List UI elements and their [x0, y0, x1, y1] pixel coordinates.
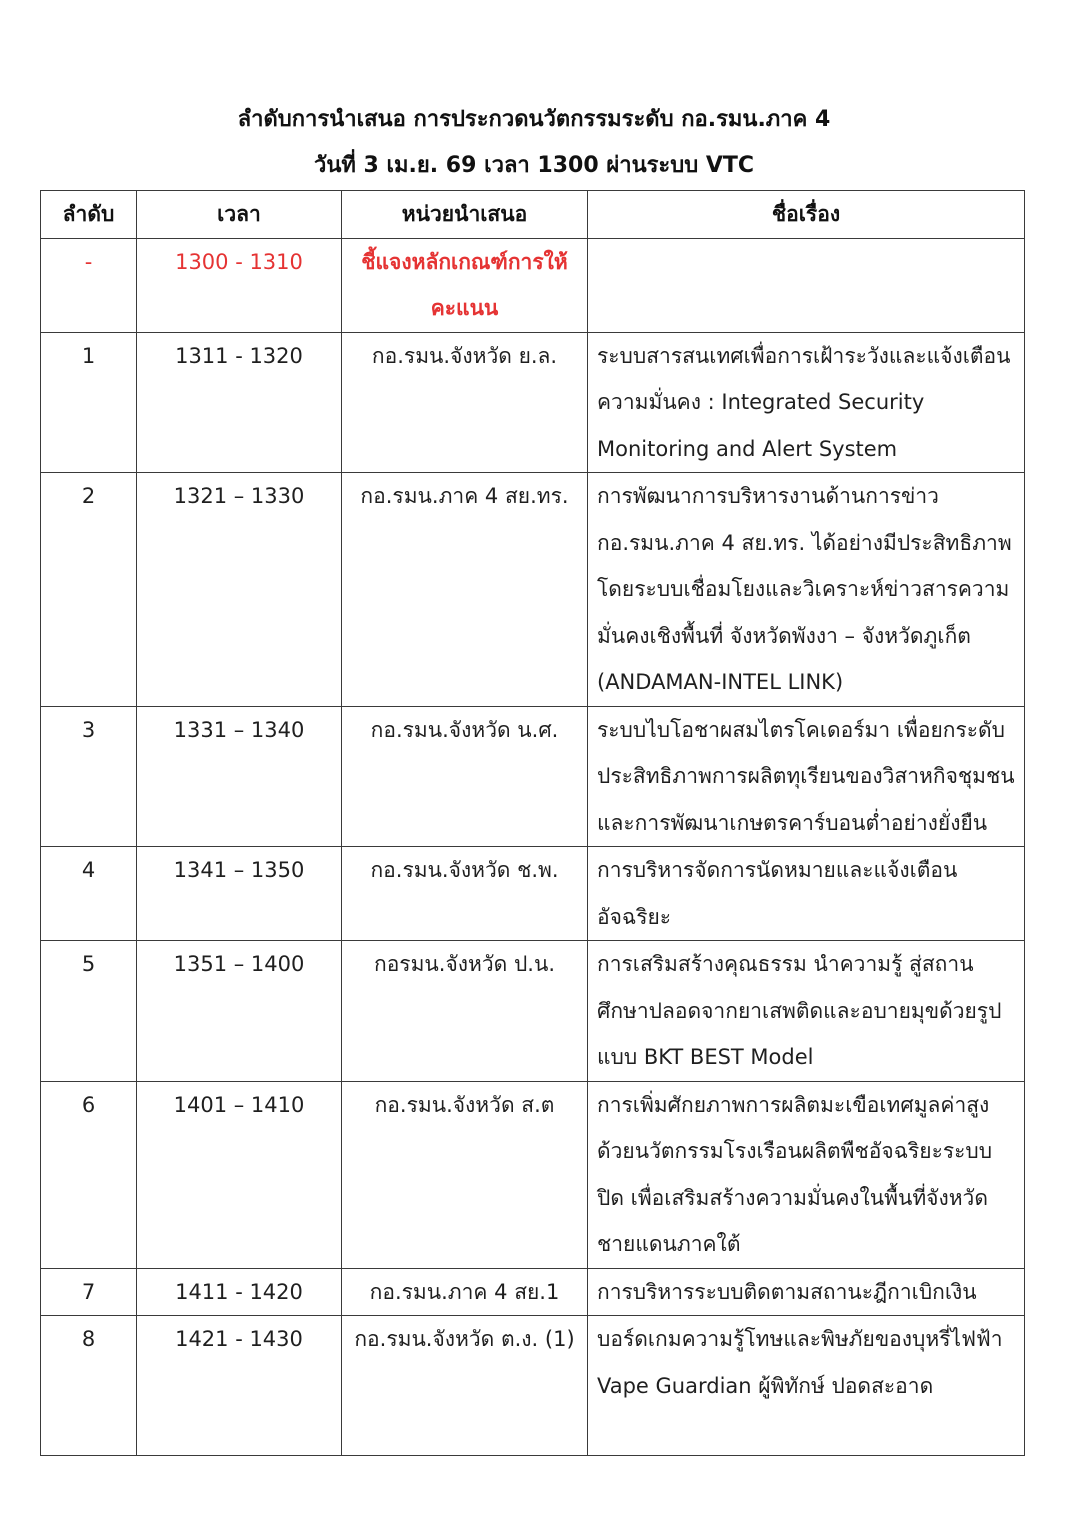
row-seq: 8 — [41, 1316, 137, 1456]
row-time: 1300 - 1310 — [137, 238, 342, 332]
row-time: 1311 - 1320 — [137, 332, 342, 473]
table-row — [41, 332, 1025, 473]
row-time: 1411 - 1420 — [137, 1268, 342, 1316]
row-unit: กอ.รมน.ภาค 4 สย.1 — [342, 1268, 588, 1316]
presentation-schedule-table — [40, 190, 1025, 1456]
header-seq: ลำดับ — [41, 191, 137, 239]
row-topic: การบริหารจัดการนัดหมายและแจ้งเตือนอัจฉริยะ — [588, 847, 1025, 941]
row-topic — [588, 238, 1025, 332]
row-unit: กอ.รมน.จังหวัด น.ศ. — [342, 706, 588, 847]
table-row — [41, 473, 1025, 707]
row-topic: การบริหารระบบติดตามสถานะฎีกาเบิกเงิน — [588, 1268, 1025, 1316]
document-title: ลำดับการนำเสนอ การประกวดนวัตกรรมระดับ กอ.รมน.ภาค 4 — [237, 107, 831, 132]
header-unit: หน่วยนำเสนอ — [342, 191, 588, 239]
row-seq: 2 — [41, 473, 137, 707]
row-time: 1341 – 1350 — [137, 847, 342, 941]
document-subtitle: วันที่ 3 เม.ย. 69 เวลา 1300 ผ่านระบบ VTC — [313, 153, 755, 178]
table-row — [41, 1081, 1025, 1268]
row-topic: บอร์ดเกมความรู้โทษและพิษภัยของบุหรี่ไฟฟ้า Vape Guardian ผู้พิทักษ์ ปอดสะอาด — [588, 1316, 1025, 1456]
row-topic: การเสริมสร้างคุณธรรม นำความรู้ สู่สถานศึกษาปลอดจากยาเสพติดและอบายมุขด้วยรูปแบบ BKT BEST Model — [588, 941, 1025, 1082]
table-row — [41, 847, 1025, 941]
table-row — [41, 706, 1025, 847]
row-unit: กอ.รมน.จังหวัด ย.ล. — [342, 332, 588, 473]
table-row — [41, 941, 1025, 1082]
header-topic: ชื่อเรื่อง — [588, 191, 1025, 239]
row-topic: ระบบไบโอชาผสมไตรโคเดอร์มา เพื่อยกระดับประสิทธิภาพการผลิตทุเรียนของวิสาหกิจชุมชนและการพัฒนาเกษตรคาร์บอนต่ำอย่างยั่งยืน — [588, 706, 1025, 847]
row-time: 1351 – 1400 — [137, 941, 342, 1082]
table-row — [41, 1268, 1025, 1316]
row-seq: 5 — [41, 941, 137, 1082]
row-topic: ระบบสารสนเทศเพื่อการเฝ้าระวังและแจ้งเตือนความมั่นคง : Integrated Security Monitoring and Alert System — [588, 332, 1025, 473]
table-row — [41, 1316, 1025, 1456]
table-row-briefing — [41, 238, 1025, 332]
row-time: 1421 - 1430 — [137, 1316, 342, 1456]
row-unit: กอ.รมน.ภาค 4 สย.ทร. — [342, 473, 588, 707]
row-seq: 7 — [41, 1268, 137, 1316]
row-seq: 3 — [41, 706, 137, 847]
row-topic: การพัฒนาการบริหารงานด้านการข่าว กอ.รมน.ภาค 4 สย.ทร. ได้อย่างมีประสิทธิภาพ โดยระบบเชื่อมโยงและวิเคราะห์ข่าวสารความมั่นคงเชิงพื้นที่ จังหวัดพังงา – จังหวัดภูเก็ต (ANDAMAN-INTEL LINK) — [588, 473, 1025, 707]
row-unit: ชี้แจงหลักเกณฑ์การให้คะแนน — [342, 238, 588, 332]
row-seq: 1 — [41, 332, 137, 473]
row-time: 1331 – 1340 — [137, 706, 342, 847]
header-time: เวลา — [137, 191, 342, 239]
row-seq: - — [41, 238, 137, 332]
row-unit: กอ.รมน.จังหวัด ช.พ. — [342, 847, 588, 941]
row-unit: กอรมน.จังหวัด ป.น. — [342, 941, 588, 1082]
row-unit: กอ.รมน.จังหวัด ส.ต — [342, 1081, 588, 1268]
row-time: 1401 – 1410 — [137, 1081, 342, 1268]
table-header-row — [41, 191, 1025, 239]
row-time: 1321 – 1330 — [137, 473, 342, 707]
row-seq: 4 — [41, 847, 137, 941]
row-seq: 6 — [41, 1081, 137, 1268]
row-unit: กอ.รมน.จังหวัด ต.ง. (1) — [342, 1316, 588, 1456]
row-topic: การเพิ่มศักยภาพการผลิตมะเขือเทศมูลค่าสูงด้วยนวัตกรรมโรงเรือนผลิตพืชอัจฉริยะระบบปิด เพื่อเสริมสร้างความมั่นคงในพื้นที่จังหวัดชายแดนภาคใต้ — [588, 1081, 1025, 1268]
